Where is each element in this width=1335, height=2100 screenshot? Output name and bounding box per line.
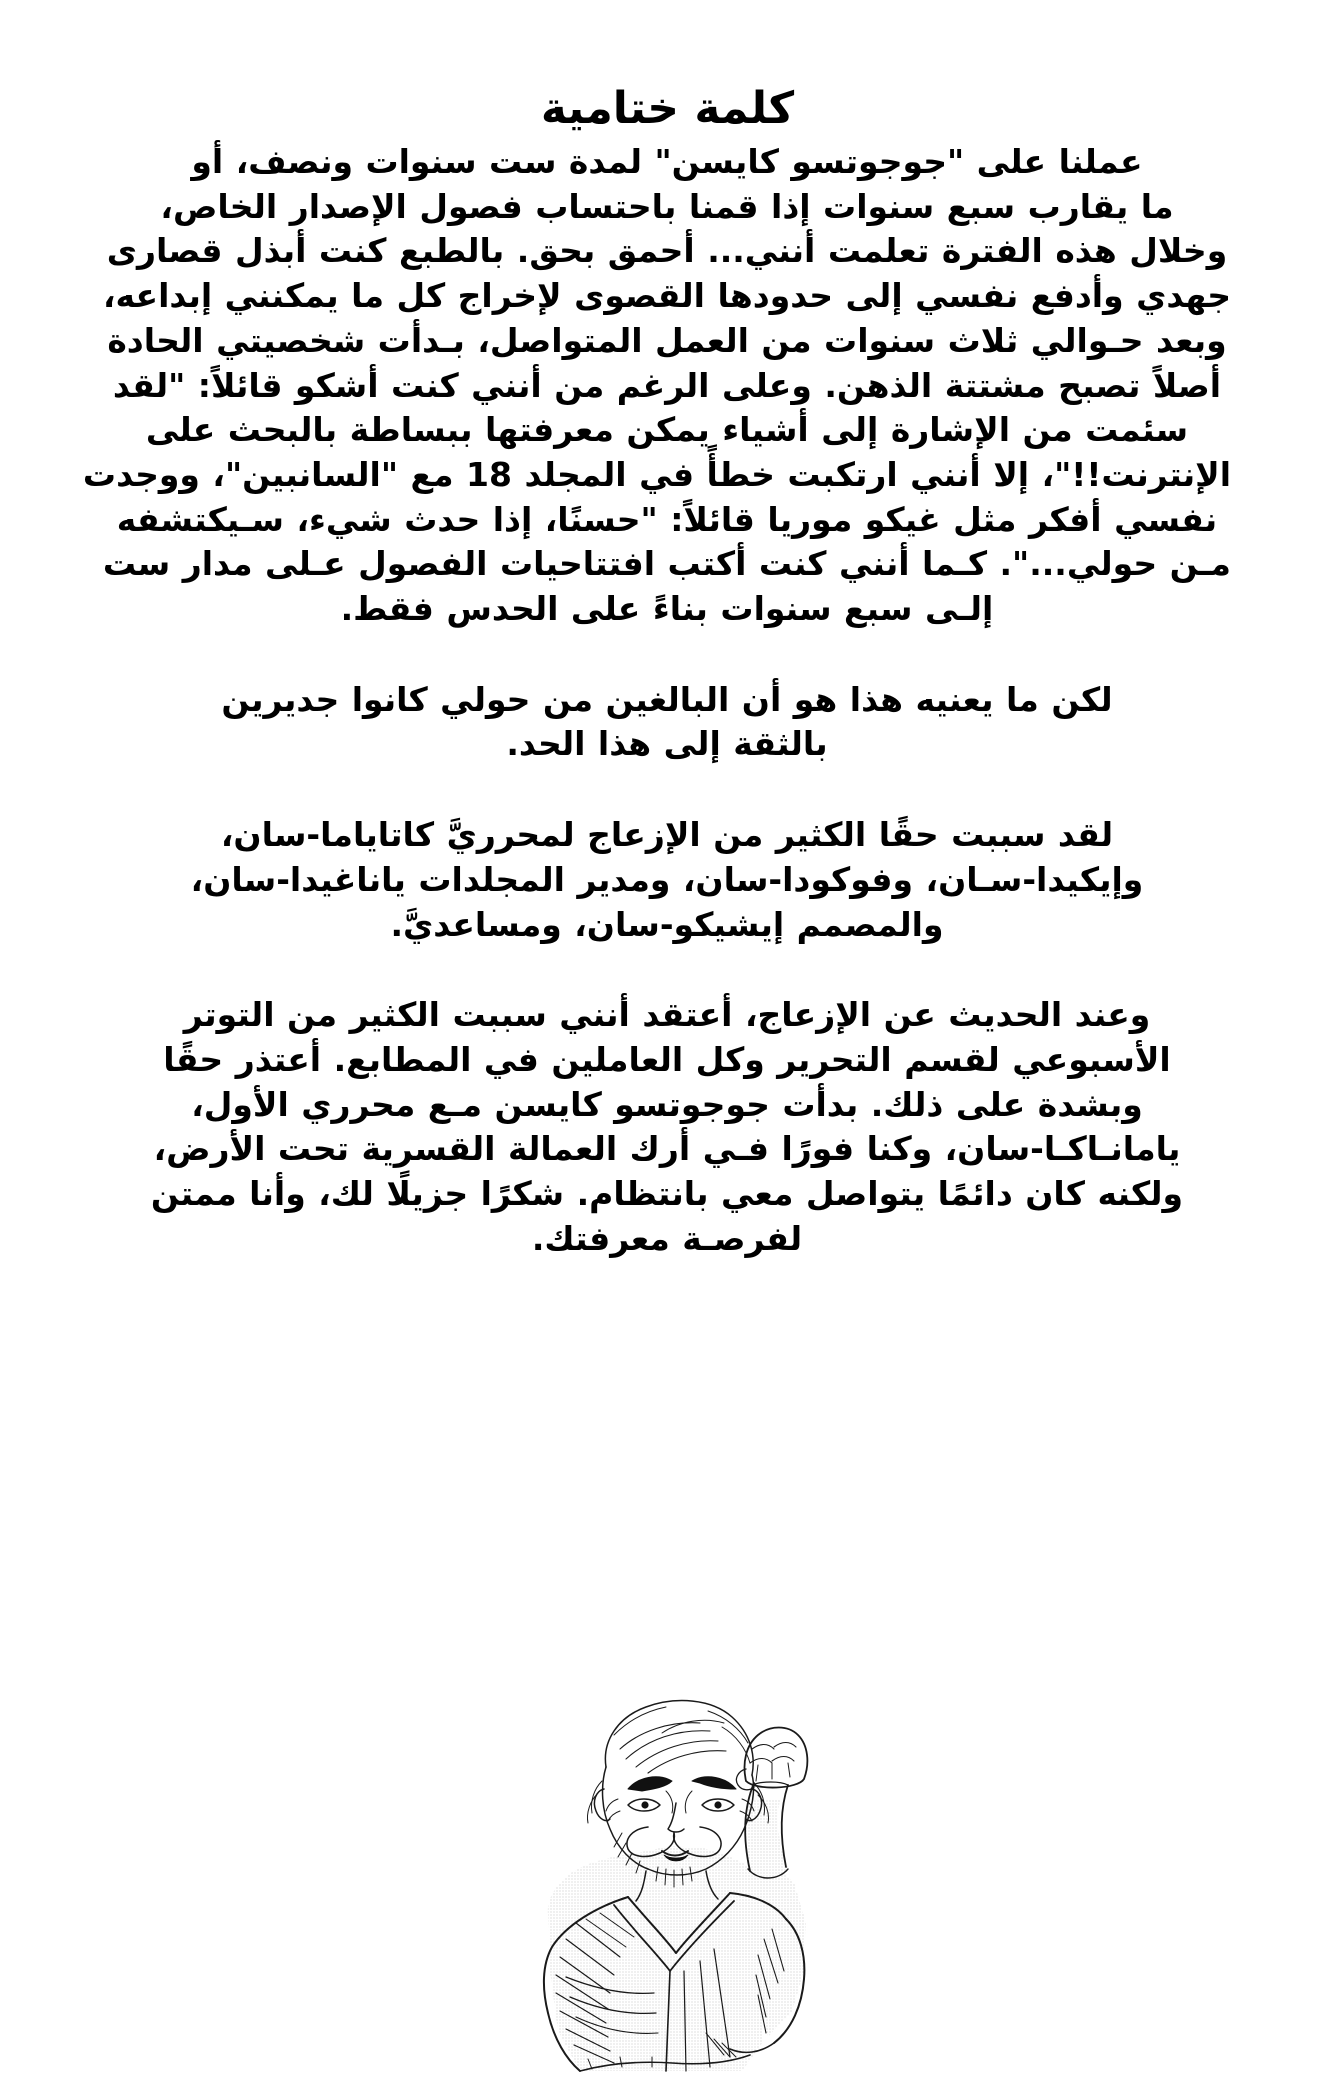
finger-line xyxy=(788,1763,790,1777)
text-line: عملنا على "جوجوتسو كايسن" لمدة ست سنوات ونصف، أو xyxy=(191,142,1143,181)
text-line: لفرصـة معرفتك. xyxy=(531,1218,803,1258)
text-line: مـن حولي...". كـما أنني كنت أكتب افتتاحيات الفصول عـلى مدار ست xyxy=(102,544,1231,584)
eyebrow-left xyxy=(628,1777,672,1791)
pupil-right xyxy=(714,1801,721,1808)
paragraph-3 xyxy=(103,813,1231,947)
text-line: إلـى سبع سنوات بناءً على الحدس فقط. xyxy=(340,589,994,629)
text-line: بالثقة إلى هذا الحد. xyxy=(506,724,828,764)
text-line: الإنترنت!!"، إلا أنني ارتكبت خطأً في المجلد 18 مع "السانبين"، ووجدت xyxy=(82,454,1231,494)
text-line: وبشدة على ذلك. بدأت جوجوتسو كايسن مـع محرري الأول، xyxy=(191,1084,1143,1124)
text-line: يامانـاكـا-سان، وكنا فورًا فـي أرك العمالة القسرية تحت الأرض، xyxy=(153,1129,1181,1169)
knuckle xyxy=(752,1745,774,1750)
eyebrow-right xyxy=(692,1777,736,1789)
nose xyxy=(668,1803,684,1832)
text-line: لقد سببت حقًا الكثير من الإزعاج لمحرريَّ كاتاياما-سان، xyxy=(220,815,1114,855)
fist-outline xyxy=(745,1728,808,1788)
hair-strand xyxy=(648,1751,726,1773)
pupil-left xyxy=(641,1801,648,1808)
paragraph-4 xyxy=(103,993,1231,1261)
text-line: وعند الحديث عن الإزعاج، أعتقد أنني سببت الكثير من التوتر xyxy=(183,995,1151,1035)
text-line: سئمت من الإشارة إلى أشياء يمكن معرفتها ببساطة بالبحث على xyxy=(145,410,1189,450)
finger-line xyxy=(756,1765,758,1781)
text-line: وبعد حـوالي ثلاث سنوات من العمل المتواصل، بـدأت شخصيتي الحادة xyxy=(107,320,1227,360)
text-line: والمصمم إيشيكو-سان، ومساعديَّ. xyxy=(390,904,944,944)
hair-strand xyxy=(626,1731,710,1759)
author-self-portrait-sketch xyxy=(370,1671,970,2091)
text-line: ما يقارب سبع سنوات إذا قمنا باحتساب فصول الإصدار الخاص، xyxy=(160,186,1174,226)
text-line: وإيكيدا-سـان، وفوكودا-سان، ومدير المجلدات ياناغيدا-سان، xyxy=(190,859,1144,899)
body-text-block xyxy=(82,140,1231,1261)
knuckle xyxy=(772,1757,794,1762)
hair-strand xyxy=(620,1723,700,1749)
text-line: الأسبوعي لقسم التحرير وكل العاملين في المطابع. أعتذر حقًا xyxy=(163,1039,1171,1079)
text-line: جهدي وأدفع نفسي إلى حدودها القصوى لإخراج كل ما يمكنني إبداعه، xyxy=(103,276,1231,316)
paragraph-2 xyxy=(103,678,1231,767)
text-line: لكن ما يعنيه هذا هو أن البالغين من حولي كانوا جديرين xyxy=(221,679,1113,719)
page-title: كلمة ختامية xyxy=(540,83,795,135)
text-line: أصلاً تصبح مشتتة الذهن. وعلى الرغم من أنني كنت أشكو قائلاً: "لقد xyxy=(112,365,1222,405)
text-line: وخلال هذه الفترة تعلمت أنني... أحمق بحق. بالطبع كنت أبذل قصارى xyxy=(106,231,1228,271)
paragraph-1 xyxy=(82,140,1231,632)
wrist-line xyxy=(752,1782,788,1785)
hair-strand xyxy=(636,1741,718,1767)
wrinkle xyxy=(666,1791,673,1813)
text-line: نفسي أفكر مثل غيكو موريا قائلاً: "حسنًا، إذا حدث شيء، سـيكتشفه xyxy=(116,499,1218,539)
hair-tuft xyxy=(591,1781,602,1813)
wrinkle xyxy=(685,1791,692,1813)
knuckle xyxy=(774,1743,796,1748)
wrinkle xyxy=(606,1799,618,1811)
sketch-svg xyxy=(370,1671,970,2091)
head-outline-top xyxy=(605,1701,753,1775)
text-line: ولكنه كان دائمًا يتواصل معي بانتظام. شكرًا جزيلًا لك، وأنا ممتن xyxy=(150,1174,1184,1214)
